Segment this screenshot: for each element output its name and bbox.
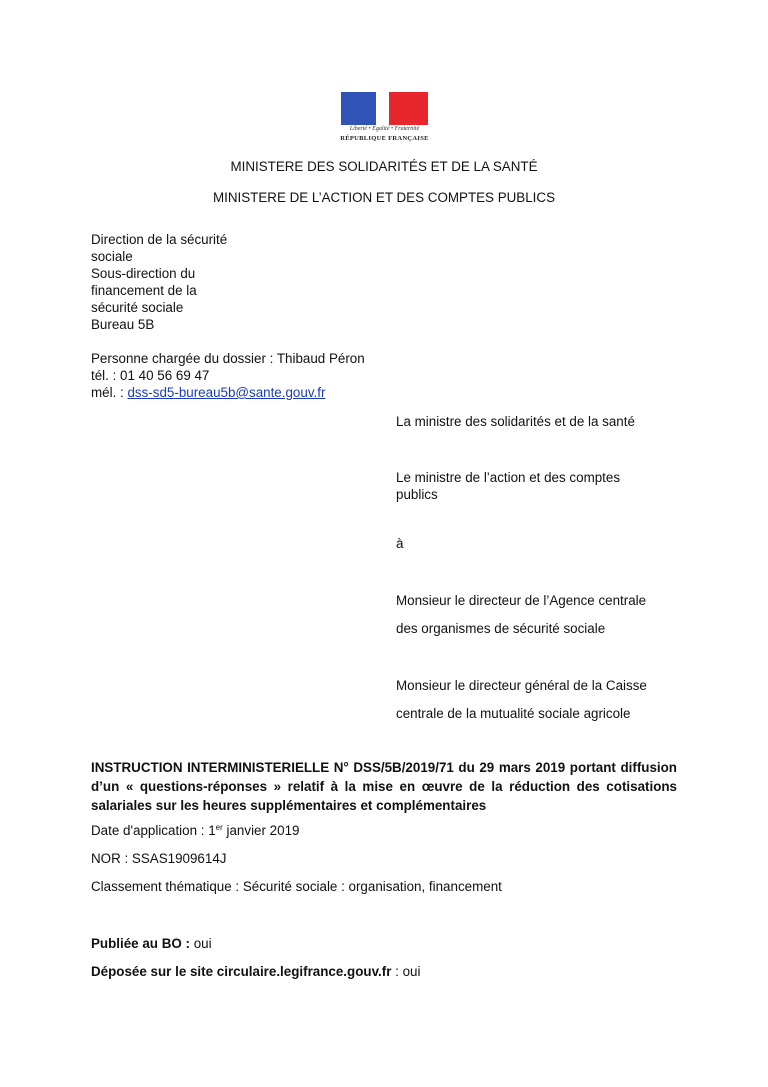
from-minister-2-line2: publics bbox=[396, 487, 438, 502]
sender-block bbox=[91, 231, 365, 401]
sender-line: financement de la bbox=[91, 283, 197, 298]
to-label: à bbox=[396, 536, 404, 551]
sender-line: sociale bbox=[91, 249, 133, 264]
recipient-2-line1: Monsieur le directeur général de la Caisse bbox=[396, 678, 647, 693]
sender-line: Bureau 5B bbox=[91, 317, 155, 332]
deposited-site: Déposée sur le site circulaire.legifrance.gouv.fr : oui bbox=[91, 964, 421, 979]
recipient-2-line2: centrale de la mutualité sociale agricole bbox=[396, 706, 631, 721]
logo-motto: Liberté • Égalité • Fraternité bbox=[349, 126, 420, 132]
ministry-2: MINISTERE DE L’ACTION ET DES COMPTES PUBLICS bbox=[212, 190, 556, 205]
nor-reference: NOR : SSAS1909614J bbox=[91, 851, 227, 866]
recipient-1-line2: des organismes de sécurité sociale bbox=[396, 621, 606, 636]
sender-line: sécurité sociale bbox=[91, 300, 184, 315]
application-date: Date d'application : 1er janvier 2019 bbox=[91, 823, 300, 838]
email-link[interactable]: dss-sd5-bureau5b@sante.gouv.fr bbox=[127, 385, 326, 400]
sender-line: Sous-direction du bbox=[91, 266, 196, 281]
from-minister-1: La ministre des solidarités et de la santé bbox=[396, 414, 635, 429]
contact-person: Personne chargée du dossier : Thibaud Péron bbox=[91, 351, 365, 366]
instruction-title: INSTRUCTION INTERMINISTERIELLE N° DSS/5B/2019/71 du 29 mars 2019 portant diffusion d’un « questions-réponses » relatif à la mise en œuvre de la réduction des cotisations salariales sur les heures supplémentaires et complémentaires bbox=[91, 760, 677, 813]
contact-email-row bbox=[91, 384, 365, 401]
recipient-1-line1: Monsieur le directeur de l’Agence centrale bbox=[396, 593, 647, 608]
email-label: mél. : bbox=[91, 385, 128, 400]
ministry-1: MINISTERE DES SOLIDARITÉS ET DE LA SANTÉ bbox=[230, 159, 538, 174]
from-minister-2-line1: Le ministre de l’action et des comptes bbox=[396, 470, 621, 485]
logo-name: RÉPUBLIQUE FRANÇAISE bbox=[340, 135, 429, 142]
republique-francaise-logo bbox=[337, 92, 432, 146]
published-bo: Publiée au BO : oui bbox=[91, 936, 212, 951]
sender-line: Direction de la sécurité bbox=[91, 232, 228, 247]
thematic-classification: Classement thématique : Sécurité sociale : organisation, financement bbox=[91, 879, 502, 894]
contact-phone: tél. : 01 40 56 69 47 bbox=[91, 368, 210, 383]
marianne-flag-icon bbox=[341, 92, 428, 125]
